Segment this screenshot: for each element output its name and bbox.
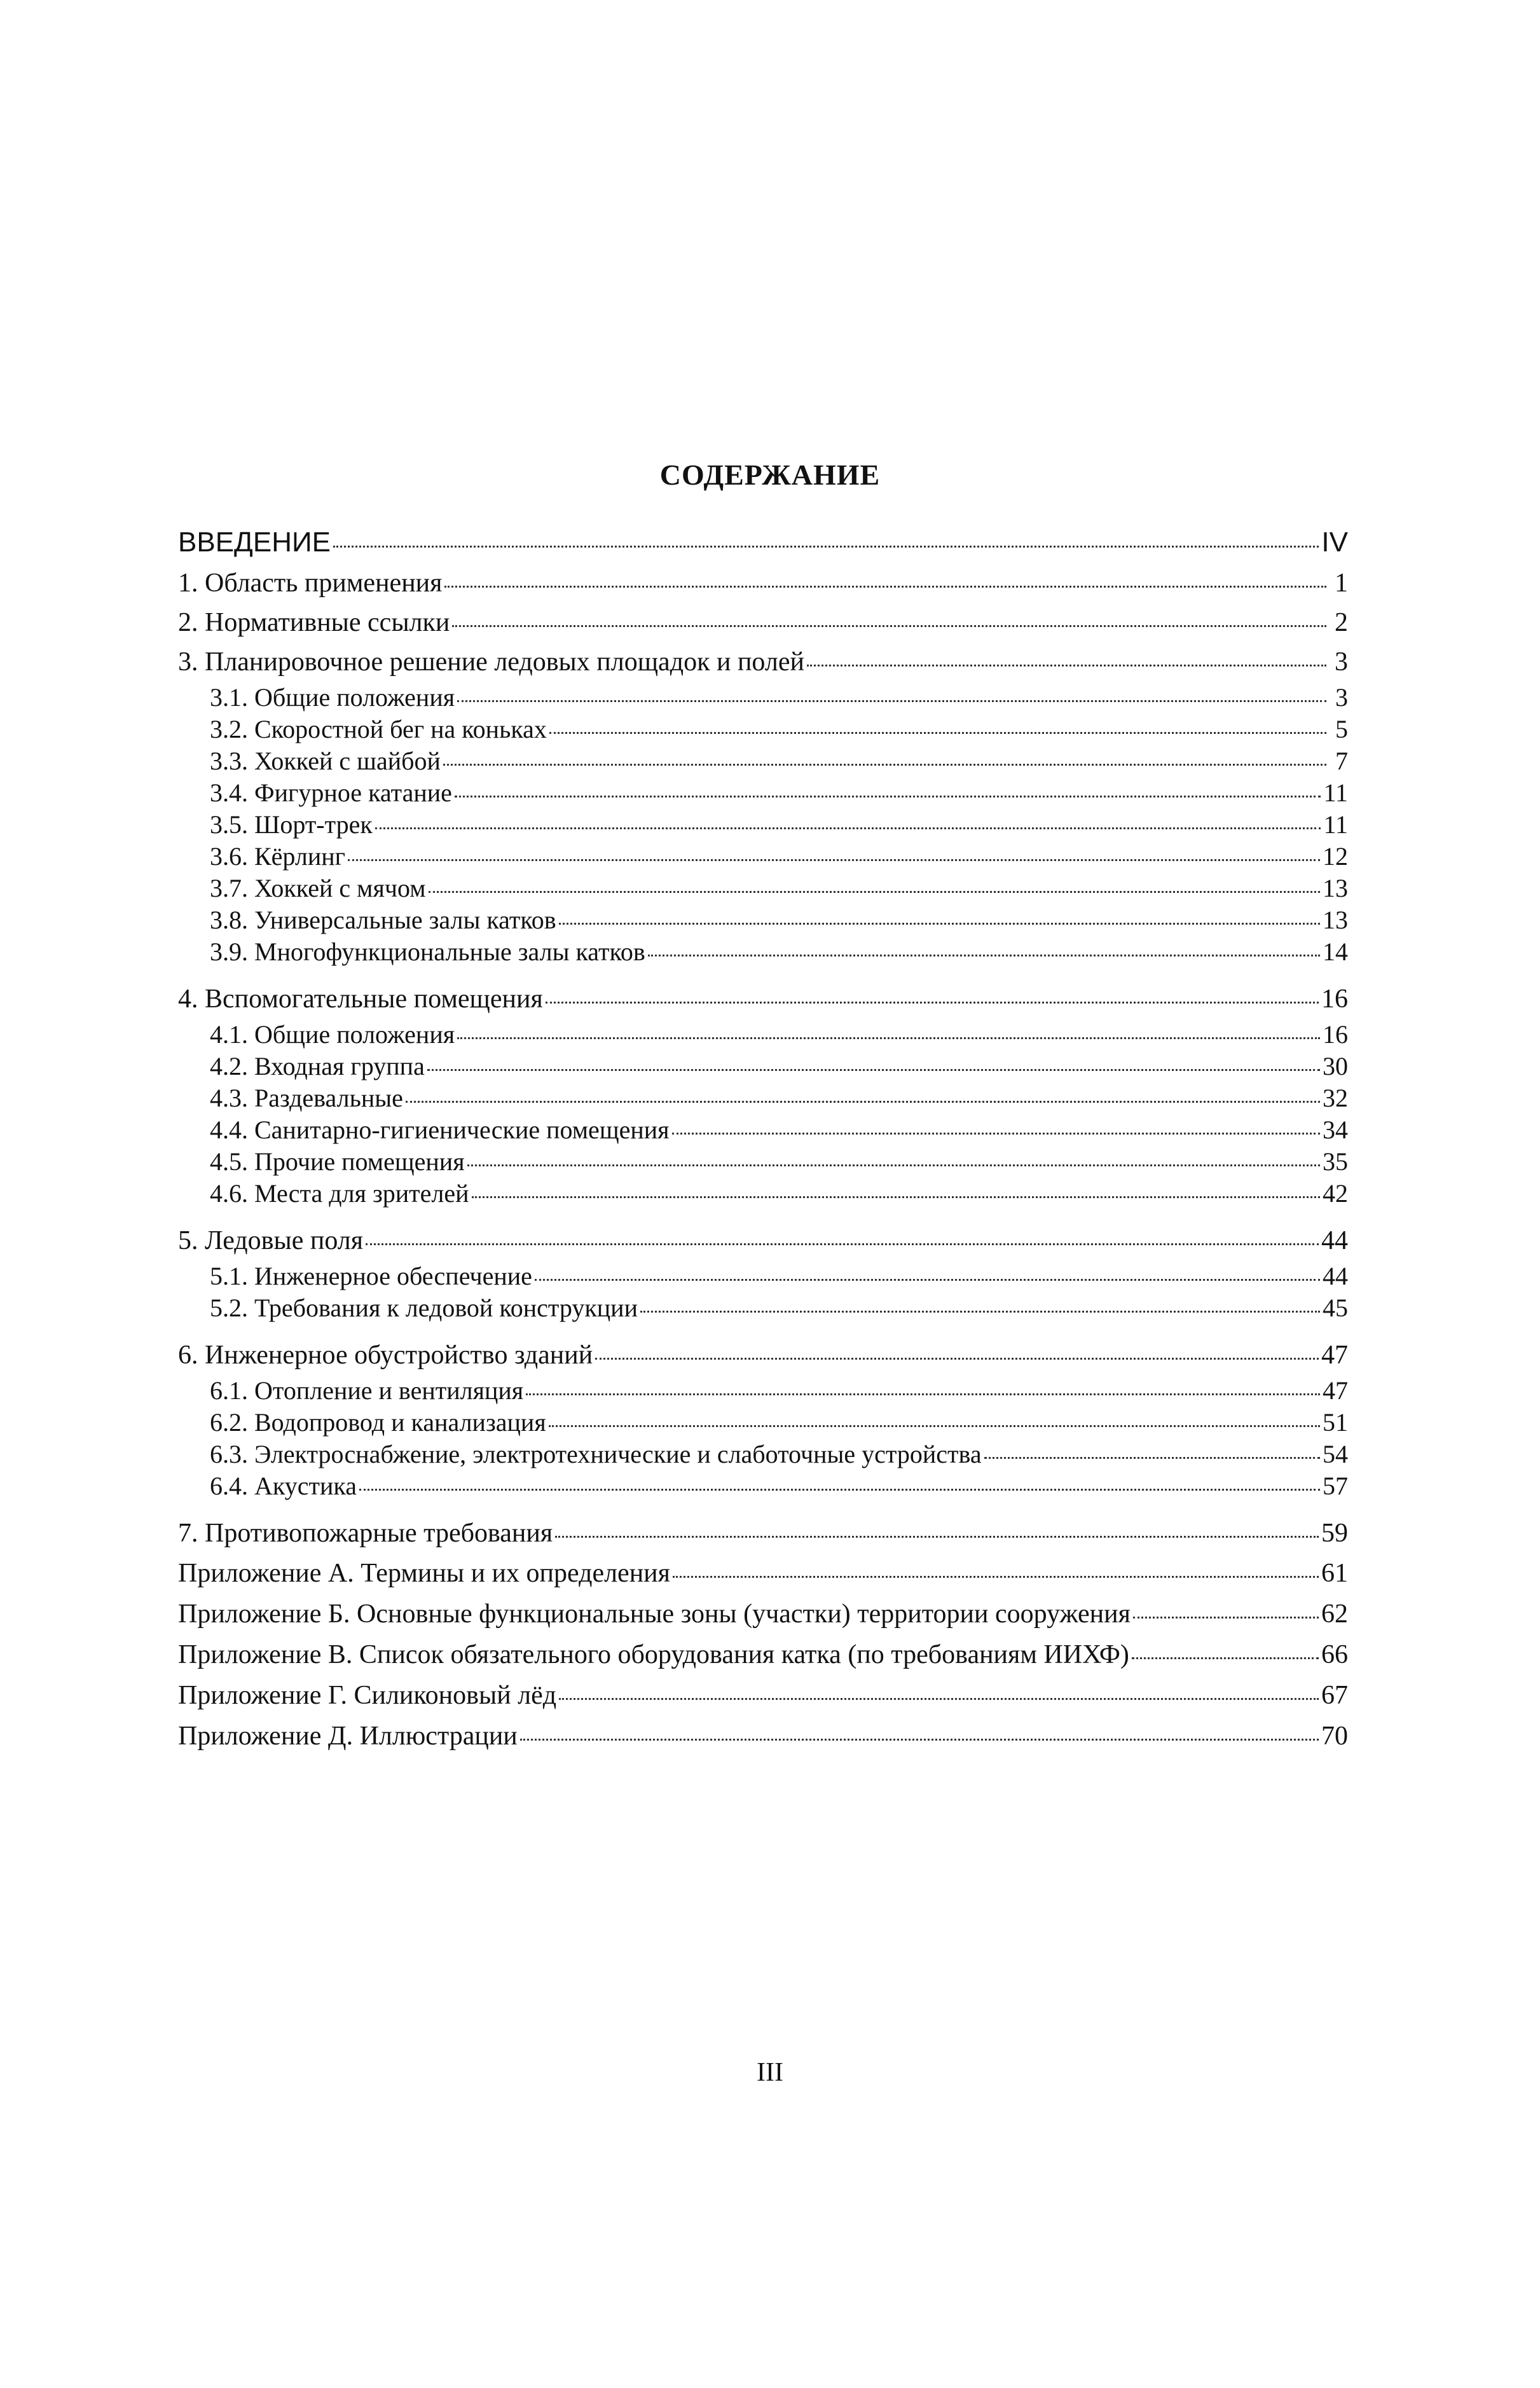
dot-leader xyxy=(467,1164,1320,1166)
toc-entry xyxy=(178,1178,1348,1210)
dot-leader xyxy=(366,1243,1319,1245)
dot-leader xyxy=(444,586,1326,588)
dot-leader xyxy=(359,1489,1320,1491)
page-number: III xyxy=(757,2058,783,2087)
toc-entry-page: 54 xyxy=(1323,1440,1348,1468)
dot-leader xyxy=(427,1069,1320,1071)
toc-entry xyxy=(178,1553,1348,1594)
toc-entry xyxy=(178,1221,1348,1260)
toc-entry-label: 4.2. Входная группа xyxy=(210,1052,425,1080)
toc-entry-page: 57 xyxy=(1323,1472,1348,1500)
dot-leader xyxy=(1133,1617,1319,1618)
toc-entry-page: 44 xyxy=(1321,1226,1348,1255)
dot-leader xyxy=(672,1133,1320,1135)
dot-leader xyxy=(443,764,1326,766)
dot-leader xyxy=(595,1358,1319,1360)
toc-entry xyxy=(178,1675,1348,1716)
toc-entry-page: 3 xyxy=(1335,647,1348,677)
toc-entry-label: ВВЕДЕНИЕ xyxy=(178,527,331,558)
toc-entry-label: 4.4. Санитарно-гигиенические помещения xyxy=(210,1115,670,1144)
dot-leader xyxy=(1132,1657,1319,1659)
toc-entry-page: 34 xyxy=(1323,1115,1348,1144)
dot-leader xyxy=(333,546,1319,548)
toc-entry-label: 5. Ледовые поля xyxy=(178,1226,364,1255)
dot-leader xyxy=(549,1425,1320,1427)
toc-entry-page: 62 xyxy=(1321,1599,1348,1629)
toc-entry-label: Приложение Б. Основные функциональные зоны (участки) территории сооружения xyxy=(178,1599,1131,1629)
dot-leader xyxy=(549,732,1326,734)
dot-leader xyxy=(348,859,1320,861)
dot-leader xyxy=(640,1311,1320,1313)
toc-entry xyxy=(178,1375,1348,1407)
toc-entry-page: 45 xyxy=(1323,1294,1348,1322)
toc-entry-label: 7. Противопожарные требования xyxy=(178,1519,553,1548)
toc-entry xyxy=(178,1514,1348,1553)
toc-entry-label: 5.2. Требования к ледовой конструкции xyxy=(210,1294,638,1322)
toc-entry-page: 1 xyxy=(1335,569,1348,598)
toc-entry-label: 3.8. Универсальные залы катков xyxy=(210,906,556,934)
toc-entry-page: IV xyxy=(1321,527,1348,558)
toc-entry-label: 3.2. Скоростной бег на коньках xyxy=(210,715,547,743)
toc-entry xyxy=(178,1146,1348,1178)
toc-entry-label: 4.3. Раздевальные xyxy=(210,1084,403,1112)
toc-entry xyxy=(178,1292,1348,1324)
toc-entry-label: 6.1. Отопление и вентиляция xyxy=(210,1376,524,1405)
toc-entry-label: 3.3. Хоккей с шайбой xyxy=(210,747,441,775)
toc-entry-page: 51 xyxy=(1323,1408,1348,1437)
toc-entry xyxy=(178,1407,1348,1439)
dot-leader xyxy=(535,1279,1320,1281)
toc-entry-page: 59 xyxy=(1321,1519,1348,1548)
toc-entry xyxy=(178,1439,1348,1470)
toc-entry xyxy=(178,904,1348,936)
toc-entry-page: 30 xyxy=(1323,1052,1348,1080)
toc-entry xyxy=(178,682,1348,714)
toc-entry-page: 70 xyxy=(1321,1722,1348,1751)
toc-entry-page: 11 xyxy=(1323,778,1348,807)
toc-entry-label: 4. Вспомогательные помещения xyxy=(178,984,543,1014)
dot-leader xyxy=(455,796,1321,797)
toc-entry-page: 32 xyxy=(1323,1084,1348,1112)
toc-entry xyxy=(178,1594,1348,1634)
toc-entry xyxy=(178,1335,1348,1375)
toc-entry-page: 12 xyxy=(1323,842,1348,871)
toc-entry xyxy=(178,936,1348,968)
toc-entry-label: 3.1. Общие положения xyxy=(210,683,455,712)
toc-entry-page: 67 xyxy=(1321,1681,1348,1710)
toc-entry-label: 6. Инженерное обустройство зданий xyxy=(178,1341,593,1370)
dot-leader xyxy=(429,891,1320,893)
toc-entry xyxy=(178,714,1348,745)
toc-entry-label: 2. Нормативные ссылки xyxy=(178,608,450,637)
toc-entry xyxy=(178,979,1348,1019)
dot-leader xyxy=(807,665,1326,666)
toc-entry-page: 7 xyxy=(1335,747,1348,775)
dot-leader xyxy=(648,955,1320,956)
dot-leader xyxy=(673,1576,1319,1578)
toc-entry-page: 16 xyxy=(1323,1020,1348,1049)
toc-entry xyxy=(178,1260,1348,1292)
toc-entry-label: 5.1. Инженерное обеспечение xyxy=(210,1262,532,1290)
toc-entry xyxy=(178,777,1348,809)
toc-entry-label: 3.4. Фигурное катание xyxy=(210,778,452,807)
toc-entry-page: 13 xyxy=(1323,874,1348,902)
toc-entry xyxy=(178,1470,1348,1502)
toc-entry-page: 47 xyxy=(1323,1376,1348,1405)
toc-entry xyxy=(178,603,1348,642)
toc-entry-label: Приложение Д. Иллюстрации xyxy=(178,1722,518,1751)
toc-entry-label: Приложение В. Список обязательного оборудования катка (по требованиям ИИХФ) xyxy=(178,1640,1129,1669)
dot-leader xyxy=(546,1002,1319,1004)
toc-entry-label: 4.1. Общие положения xyxy=(210,1020,455,1049)
toc-entry-label: 3.6. Кёрлинг xyxy=(210,842,346,871)
dot-leader xyxy=(457,1037,1320,1039)
toc-entry-page: 42 xyxy=(1323,1179,1348,1208)
toc-entry-page: 2 xyxy=(1335,608,1348,637)
toc-entry xyxy=(178,1634,1348,1675)
toc-entry-page: 11 xyxy=(1323,810,1348,839)
toc-entry-page: 61 xyxy=(1321,1559,1348,1588)
dot-leader xyxy=(375,827,1321,829)
dot-leader xyxy=(984,1457,1320,1459)
toc-entry xyxy=(178,1114,1348,1146)
toc-entry-page: 44 xyxy=(1323,1262,1348,1290)
toc-entry xyxy=(178,563,1348,603)
dot-leader xyxy=(472,1196,1320,1198)
toc-entry-label: 3.7. Хоккей с мячом xyxy=(210,874,426,902)
dot-leader xyxy=(559,1698,1319,1700)
toc-entry-label: 3. Планировочное решение ледовых площадок и полей xyxy=(178,647,804,677)
toc-title: СОДЕРЖАНИЕ xyxy=(659,459,881,491)
dot-leader xyxy=(559,923,1320,925)
toc-entry-label: Приложение А. Термины и их определения xyxy=(178,1559,670,1588)
toc-entry-label: Приложение Г. Силиконовый лёд xyxy=(178,1681,557,1710)
toc-entry xyxy=(178,841,1348,873)
toc-entry-page: 16 xyxy=(1321,984,1348,1014)
toc-entry-label: 3.9. Многофункциональные залы катков xyxy=(210,937,645,966)
toc-entry-page: 66 xyxy=(1321,1640,1348,1669)
toc-entry-label: 4.5. Прочие помещения xyxy=(210,1147,465,1176)
toc-entry-label: 4.6. Места для зрителей xyxy=(210,1179,469,1208)
dot-leader xyxy=(406,1101,1320,1103)
toc-entry-label: 3.5. Шорт-трек xyxy=(210,810,373,839)
toc-entry xyxy=(178,642,1348,682)
toc-entry-page: 35 xyxy=(1323,1147,1348,1176)
toc-entry xyxy=(178,809,1348,841)
toc-entry xyxy=(178,745,1348,777)
table-of-contents xyxy=(178,521,1348,1756)
toc-entry-page: 14 xyxy=(1323,937,1348,966)
toc-entry xyxy=(178,1019,1348,1051)
toc-entry-page: 3 xyxy=(1335,683,1348,712)
toc-entry xyxy=(178,1051,1348,1082)
toc-entry-page: 13 xyxy=(1323,906,1348,934)
toc-entry xyxy=(178,1716,1348,1756)
toc-entry-page: 5 xyxy=(1335,715,1348,743)
toc-entry xyxy=(178,873,1348,904)
toc-entry-label: 6.2. Водопровод и канализация xyxy=(210,1408,546,1437)
dot-leader xyxy=(520,1739,1319,1741)
toc-entry xyxy=(178,521,1348,563)
dot-leader xyxy=(452,625,1326,627)
dot-leader xyxy=(526,1393,1320,1395)
dot-leader xyxy=(555,1536,1319,1538)
toc-entry-page: 47 xyxy=(1321,1341,1348,1370)
toc-entry-label: 6.4. Акустика xyxy=(210,1472,357,1500)
toc-entry xyxy=(178,1082,1348,1114)
dot-leader xyxy=(457,700,1326,702)
toc-entry-label: 6.3. Электроснабжение, электротехнические и слаботочные устройства xyxy=(210,1440,982,1468)
toc-entry-label: 1. Область применения xyxy=(178,569,443,598)
